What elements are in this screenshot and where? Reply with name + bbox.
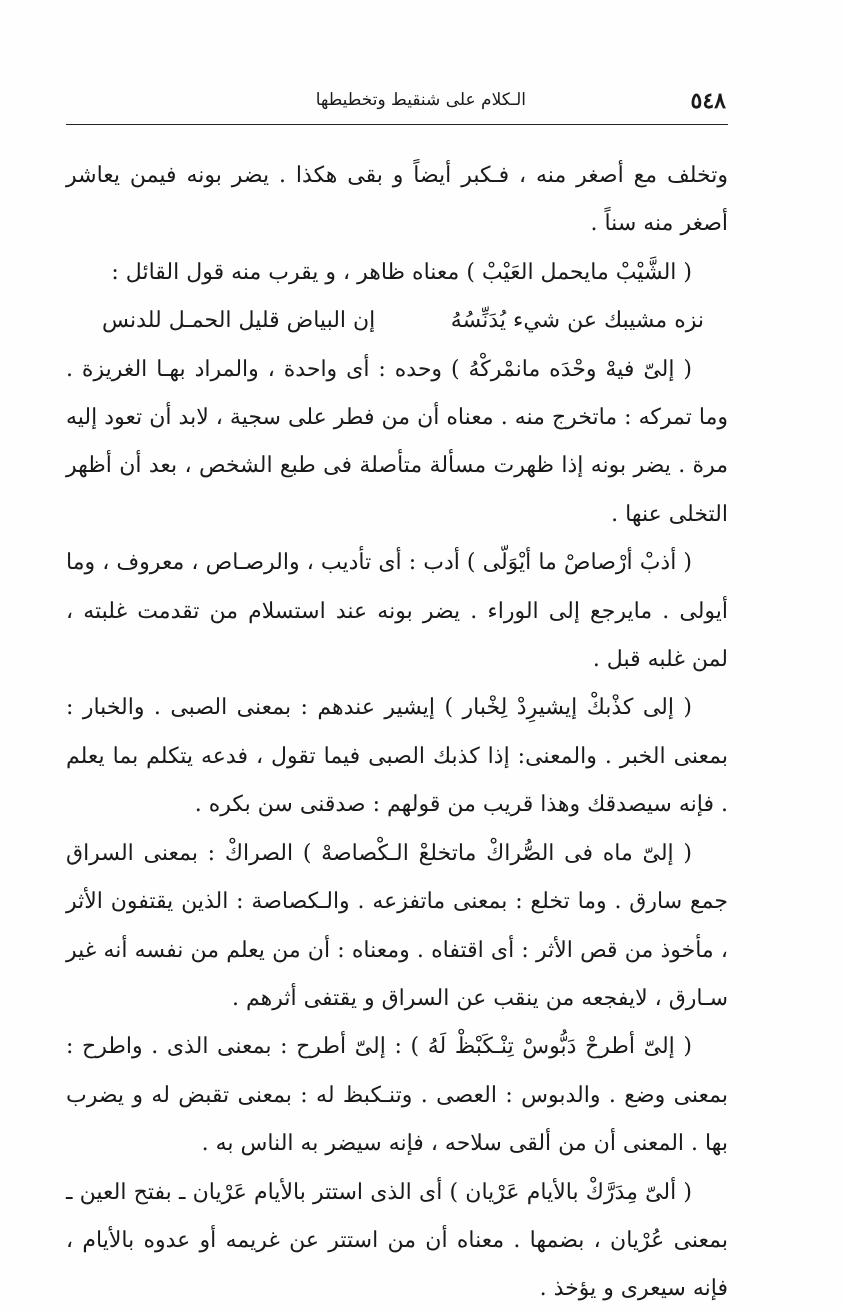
verse-second-hemistich: إن البياض قليل الحمـل للدنس (102, 308, 376, 334)
paragraph: ( ألىّ مِدَرَّكْ بالأيام عَرْيان ) أى الذى استتر بالأيام عَرْيان ـ بفتح العين ـ بمعنى عُرْيان ، بضمها . معناه أن من استتر عن غريمه أو عدوه بالأيام ، فإنه سيعرى و يؤخذ . (66, 1179, 728, 1302)
paragraph: ( إلىّ فيهْ وحْدَه مانمْركْهُ ) وحده : أى واحدة ، والمراد بهـا الغريزة . وما تمركه : ماتخرج منه . معناه أن من فطر على سجية ، لابد أن تعود إليه مرة . يضر بونه إذا ظهرت مسألة متأصلة فى طبع الشخص ، بعد أن أظهر التخلى عنها . (66, 356, 728, 527)
paragraph: ( أذبْ أرْصاصْ ما أيْوَلّى ) أدب : أى تأديب ، والرصـاص ، معروف ، وما أيولى . مايرجع إلى الوراء . يضر بونه عند استسلام من تقدمت غلبته ، لمن غلبه قبل . (66, 550, 728, 673)
body-text (66, 152, 728, 1314)
running-title: الـكلام على شنقيط وتخطيطها (315, 90, 526, 110)
page-header (66, 82, 726, 122)
verse-first-hemistich: نزه مشيبك عن شيء يُدَنِّسُهُ (450, 308, 704, 334)
header-rule (66, 124, 728, 125)
paragraph: ( إلىّ أطرحْ دَبُّوسْ تِنْـكَبْظْ لَهُ ) : إلىّ أطرح : بمعنى الذى . واطرح : بمعنى وضع . والدبوس : العصى . وتنـكبظ له : بمعنى تقبض له و يضرب بها . المعنى أن من ألقى سلاحه ، فإنه سيضر به الناس به . (66, 1034, 728, 1157)
page-number: ٥٤٨ (690, 88, 726, 114)
paragraph: ( إلىّ ماه فى الصُّراكْ ماتخلعْ الـكْصاصهْ ) الصراكْ : بمعنى السراق جمع سارق . وما تخلع : بمعنى ماتفزعه . والـكصاصة : الذين يقتفون الأثر ، مأخوذ من قص الأثر : أى اقتفاه . ومعناه : أن من يعلم من نفسه أنه غير سـارق ، لايفجعه من ينقب عن السراق و يقتفى أثرهم . (66, 840, 728, 1011)
paragraph: ( الشَّيْبْ مايحمل العَيْبْ ) معناه ظاهر ، و يقرب منه قول القائل : (111, 259, 692, 285)
verse-line (66, 297, 728, 345)
paragraph: ( إلى كذْبكْ إيشيرِدْ لِخْبار ) إيشير عندهم : بمعنى الصبى . والخبار : بمعنى الخبر . والمعنى: إذا كذبك الصبى فيما تقول ، فدعه يتكلم بما يعلم . فإنه سيصدقك وهذا قريب من قولهم : صدقنى سن بكره . (66, 695, 728, 818)
paragraph: وتخلف مع أصغر منه ، فـكبر أيضاً و بقى هكذا . يضر بونه فيمن يعاشر أصغر منه سناً . (66, 163, 728, 237)
